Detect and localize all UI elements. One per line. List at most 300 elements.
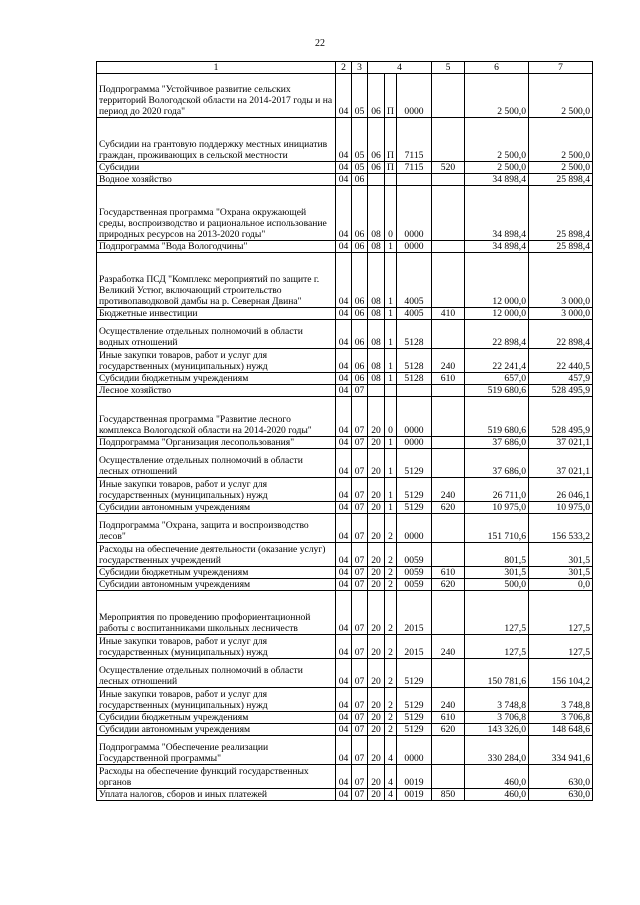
direction-code: 4005 [397,253,432,308]
subprogram-code: 4 [385,789,397,801]
table-row [97,349,593,373]
program-code: 06 [368,118,385,162]
amount-year-1: 127,5 [465,591,529,635]
row-name: Субсидии бюджетным учреждениям [97,567,336,579]
table-row [97,385,593,397]
subsection-code: 07 [352,724,368,736]
subsection-code: 07 [352,765,368,789]
amount-year-1: 26 711,0 [465,478,529,502]
direction-code: 0000 [397,241,432,253]
header-col-3: 3 [352,62,368,74]
subprogram-code: 4 [385,765,397,789]
row-name: Осуществление отдельных полномочий в области лесных отношений [97,449,336,478]
subsection-code: 07 [352,736,368,765]
row-name: Разработка ПСД "Комплекс мероприятий по защите г. Великий Устюг, включающий строительство противопаводковой дамбы на р. Северная Двина" [97,253,336,308]
section-code: 04 [336,437,352,449]
program-code: 20 [368,659,385,688]
expense-type-code [432,118,465,162]
table-row [97,320,593,349]
amount-year-1: 301,5 [465,567,529,579]
row-name: Подпрограмма "Охрана, защита и воспроизводство лесов" [97,514,336,543]
direction-code: 0019 [397,765,432,789]
amount-year-2: 528 495,9 [529,385,593,397]
section-code: 04 [336,397,352,437]
expense-type-code: 610 [432,567,465,579]
program-code: 20 [368,478,385,502]
subprogram-code: 2 [385,591,397,635]
amount-year-1: 460,0 [465,765,529,789]
subsection-code: 07 [352,397,368,437]
row-name: Мероприятия по проведению профориентационной работы с воспитанниками школьных лесничеств [97,591,336,635]
subprogram-code: 1 [385,502,397,514]
direction-code: 0059 [397,579,432,591]
direction-code: 7115 [397,118,432,162]
subprogram-code [385,385,397,397]
program-code: 20 [368,591,385,635]
subprogram-code: 4 [385,736,397,765]
program-code: 20 [368,736,385,765]
section-code: 04 [336,659,352,688]
row-name: Водное хозяйство [97,174,336,186]
amount-year-2: 25 898,4 [529,241,593,253]
amount-year-1: 519 680,6 [465,385,529,397]
subprogram-code: 1 [385,478,397,502]
section-code: 04 [336,765,352,789]
direction-code: 5129 [397,712,432,724]
subprogram-code: 1 [385,308,397,320]
row-name: Государственная программа "Развитие лесного комплекса Вологодской области на 2014-2020 годы" [97,397,336,437]
subprogram-code [385,174,397,186]
subprogram-code: 2 [385,567,397,579]
program-code: 20 [368,449,385,478]
direction-code [397,385,432,397]
table-header-row [97,62,593,74]
subsection-code: 07 [352,385,368,397]
amount-year-2: 301,5 [529,567,593,579]
expense-type-code [432,320,465,349]
expense-type-code: 410 [432,308,465,320]
table-row [97,736,593,765]
expense-type-code [432,736,465,765]
amount-year-2: 528 495,9 [529,397,593,437]
amount-year-1: 10 975,0 [465,502,529,514]
amount-year-2: 22 898,4 [529,320,593,349]
subsection-code: 07 [352,659,368,688]
subsection-code: 06 [352,373,368,385]
program-code: 20 [368,567,385,579]
section-code: 04 [336,514,352,543]
table-row [97,579,593,591]
row-name: Субсидии автономным учреждениям [97,724,336,736]
table-row [97,162,593,174]
table-row [97,514,593,543]
table-row [97,567,593,579]
amount-year-1: 519 680,6 [465,397,529,437]
program-code: 20 [368,712,385,724]
expense-type-code: 240 [432,349,465,373]
amount-year-2: 334 941,6 [529,736,593,765]
section-code: 04 [336,349,352,373]
direction-code: 0000 [397,437,432,449]
row-name: Субсидии бюджетным учреждениям [97,712,336,724]
table-row [97,478,593,502]
amount-year-1: 500,0 [465,579,529,591]
row-name: Субсидии бюджетным учреждениям [97,373,336,385]
table-row [97,591,593,635]
header-col-6: 6 [465,62,529,74]
row-name: Бюджетные инвестиции [97,308,336,320]
program-code: 20 [368,514,385,543]
row-name: Субсидии автономным учреждениям [97,579,336,591]
amount-year-2: 25 898,4 [529,174,593,186]
program-code: 08 [368,186,385,241]
table-row [97,118,593,162]
direction-code [397,174,432,186]
subprogram-code: 1 [385,349,397,373]
expense-type-code: 620 [432,724,465,736]
amount-year-1: 2 500,0 [465,74,529,118]
expense-type-code [432,74,465,118]
table-row [97,543,593,567]
amount-year-1: 127,5 [465,635,529,659]
expense-type-code: 520 [432,162,465,174]
section-code: 04 [336,118,352,162]
direction-code: 5129 [397,659,432,688]
amount-year-2: 3 000,0 [529,308,593,320]
subprogram-code: 2 [385,543,397,567]
amount-year-1: 3 748,8 [465,688,529,712]
direction-code: 2015 [397,591,432,635]
table-row [97,688,593,712]
section-code: 04 [336,449,352,478]
row-name: Государственная программа "Охрана окружающей среды, воспроизводство и рациональное использование природных ресурсов на 2013-2020 годы" [97,186,336,241]
program-code: 20 [368,502,385,514]
table-row [97,74,593,118]
section-code: 04 [336,478,352,502]
section-code: 04 [336,74,352,118]
program-code: 06 [368,162,385,174]
program-code: 08 [368,349,385,373]
direction-code: 0000 [397,74,432,118]
section-code: 04 [336,789,352,801]
program-code: 20 [368,397,385,437]
row-name: Иные закупки товаров, работ и услуг для государственных (муниципальных) нужд [97,478,336,502]
subprogram-code: 2 [385,635,397,659]
amount-year-2: 156 104,2 [529,659,593,688]
section-code: 04 [336,253,352,308]
row-name: Подпрограмма "Вода Вологодчины" [97,241,336,253]
table-row [97,502,593,514]
program-code: 20 [368,579,385,591]
subsection-code: 07 [352,437,368,449]
subsection-code: 07 [352,514,368,543]
subsection-code: 06 [352,349,368,373]
amount-year-1: 34 898,4 [465,241,529,253]
subprogram-code: 2 [385,514,397,543]
row-name: Субсидии на грантовую поддержку местных инициатив граждан, проживающих в сельской местности [97,118,336,162]
subsection-code: 06 [352,320,368,349]
amount-year-1: 34 898,4 [465,186,529,241]
direction-code: 7115 [397,162,432,174]
program-code: 20 [368,789,385,801]
table-row [97,449,593,478]
amount-year-1: 801,5 [465,543,529,567]
amount-year-1: 12 000,0 [465,253,529,308]
expense-type-code: 620 [432,502,465,514]
amount-year-2: 37 021,1 [529,437,593,449]
direction-code: 0000 [397,514,432,543]
amount-year-2: 37 021,1 [529,449,593,478]
amount-year-2: 301,5 [529,543,593,567]
expense-type-code [432,385,465,397]
subsection-code: 07 [352,712,368,724]
direction-code: 0000 [397,397,432,437]
direction-code: 0019 [397,789,432,801]
amount-year-2: 3 706,8 [529,712,593,724]
amount-year-2: 127,5 [529,591,593,635]
subprogram-code: 1 [385,373,397,385]
expense-type-code [432,449,465,478]
amount-year-1: 2 500,0 [465,162,529,174]
amount-year-2: 3 748,8 [529,688,593,712]
subsection-code: 05 [352,118,368,162]
expense-type-code: 240 [432,688,465,712]
row-name: Субсидии автономным учреждениям [97,502,336,514]
subsection-code: 07 [352,543,368,567]
amount-year-1: 151 710,6 [465,514,529,543]
amount-year-2: 22 440,5 [529,349,593,373]
amount-year-1: 150 781,6 [465,659,529,688]
subprogram-code: 1 [385,437,397,449]
subprogram-code: 0 [385,186,397,241]
header-col-4: 4 [368,62,432,74]
subprogram-code: 0 [385,397,397,437]
direction-code: 2015 [397,635,432,659]
section-code: 04 [336,579,352,591]
table-row [97,253,593,308]
table-row [97,712,593,724]
direction-code: 5129 [397,724,432,736]
direction-code: 5128 [397,320,432,349]
table-row [97,635,593,659]
subsection-code: 06 [352,186,368,241]
row-name: Подпрограмма "Устойчивое развитие сельских территорий Вологодской области на 2014-2017 годы и на период до 2020 года" [97,74,336,118]
amount-year-2: 2 500,0 [529,162,593,174]
section-code: 04 [336,308,352,320]
row-name: Расходы на обеспечение функций государственных органов [97,765,336,789]
row-name: Осуществление отдельных полномочий в области лесных отношений [97,659,336,688]
header-col-5: 5 [432,62,465,74]
subprogram-code: П [385,118,397,162]
subsection-code: 06 [352,174,368,186]
header-col-2: 2 [336,62,352,74]
program-code: 20 [368,543,385,567]
amount-year-2: 26 046,1 [529,478,593,502]
subprogram-code: П [385,74,397,118]
row-name: Лесное хозяйство [97,385,336,397]
row-name: Подпрограмма "Организация лесопользования" [97,437,336,449]
program-code: 08 [368,373,385,385]
row-name: Осуществление отдельных полномочий в области водных отношений [97,320,336,349]
program-code: 08 [368,308,385,320]
amount-year-1: 2 500,0 [465,118,529,162]
section-code: 04 [336,736,352,765]
subsection-code: 07 [352,688,368,712]
direction-code: 5129 [397,478,432,502]
amount-year-2: 148 648,6 [529,724,593,736]
row-name: Подпрограмма "Обеспечение реализации Государственной программы" [97,736,336,765]
subsection-code: 05 [352,74,368,118]
row-name: Иные закупки товаров, работ и услуг для государственных (муниципальных) нужд [97,635,336,659]
subsection-code: 07 [352,635,368,659]
amount-year-2: 630,0 [529,789,593,801]
program-code: 06 [368,74,385,118]
amount-year-2: 630,0 [529,765,593,789]
expense-type-code: 240 [432,478,465,502]
budget-table [96,61,593,801]
section-code: 04 [336,385,352,397]
subsection-code: 07 [352,579,368,591]
table-row [97,659,593,688]
section-code: 04 [336,241,352,253]
amount-year-1: 37 686,0 [465,437,529,449]
section-code: 04 [336,186,352,241]
program-code: 08 [368,241,385,253]
subsection-code: 06 [352,241,368,253]
direction-code: 0059 [397,567,432,579]
expense-type-code [432,241,465,253]
subprogram-code: П [385,162,397,174]
amount-year-1: 12 000,0 [465,308,529,320]
subsection-code: 07 [352,449,368,478]
direction-code: 0000 [397,186,432,241]
subsection-code: 05 [352,162,368,174]
table-row [97,373,593,385]
program-code: 20 [368,437,385,449]
amount-year-2: 10 975,0 [529,502,593,514]
subsection-code: 07 [352,502,368,514]
expense-type-code: 620 [432,579,465,591]
program-code: 08 [368,320,385,349]
direction-code: 5129 [397,502,432,514]
expense-type-code [432,659,465,688]
expense-type-code: 610 [432,712,465,724]
amount-year-2: 3 000,0 [529,253,593,308]
direction-code: 0059 [397,543,432,567]
amount-year-1: 657,0 [465,373,529,385]
table-row [97,724,593,736]
row-name: Уплата налогов, сборов и иных платежей [97,789,336,801]
subsection-code: 06 [352,253,368,308]
section-code: 04 [336,543,352,567]
amount-year-1: 330 284,0 [465,736,529,765]
subsection-code: 07 [352,789,368,801]
expense-type-code [432,543,465,567]
direction-code: 5128 [397,373,432,385]
program-code [368,385,385,397]
amount-year-2: 0,0 [529,579,593,591]
direction-code: 4005 [397,308,432,320]
expense-type-code: 240 [432,635,465,659]
subprogram-code: 2 [385,659,397,688]
subprogram-code: 2 [385,579,397,591]
subsection-code: 07 [352,567,368,579]
subsection-code: 06 [352,308,368,320]
amount-year-2: 2 500,0 [529,118,593,162]
section-code: 04 [336,635,352,659]
amount-year-1: 22 241,4 [465,349,529,373]
table-row [97,241,593,253]
row-name: Иные закупки товаров, работ и услуг для государственных (муниципальных) нужд [97,688,336,712]
subprogram-code: 2 [385,688,397,712]
section-code: 04 [336,502,352,514]
table-row [97,308,593,320]
expense-type-code [432,186,465,241]
section-code: 04 [336,174,352,186]
table-row [97,174,593,186]
section-code: 04 [336,712,352,724]
amount-year-2: 2 500,0 [529,74,593,118]
section-code: 04 [336,688,352,712]
program-code: 20 [368,765,385,789]
subprogram-code: 1 [385,253,397,308]
expense-type-code: 610 [432,373,465,385]
table-row [97,397,593,437]
amount-year-2: 457,9 [529,373,593,385]
section-code: 04 [336,373,352,385]
amount-year-2: 127,5 [529,635,593,659]
direction-code: 5129 [397,688,432,712]
header-col-1: 1 [97,62,336,74]
subprogram-code: 2 [385,724,397,736]
program-code: 20 [368,688,385,712]
table-row [97,437,593,449]
amount-year-1: 460,0 [465,789,529,801]
section-code: 04 [336,162,352,174]
table-row [97,765,593,789]
subsection-code: 07 [352,478,368,502]
row-name: Иные закупки товаров, работ и услуг для государственных (муниципальных) нужд [97,349,336,373]
subprogram-code: 2 [385,712,397,724]
row-name: Расходы на обеспечение деятельности (оказание услуг) государственных учреждений [97,543,336,567]
expense-type-code [432,397,465,437]
program-code: 20 [368,635,385,659]
header-col-7: 7 [529,62,593,74]
expense-type-code [432,174,465,186]
direction-code: 0000 [397,736,432,765]
subprogram-code: 1 [385,449,397,478]
subsection-code: 07 [352,591,368,635]
amount-year-1: 143 326,0 [465,724,529,736]
program-code: 08 [368,253,385,308]
amount-year-2: 25 898,4 [529,186,593,241]
expense-type-code [432,765,465,789]
expense-type-code [432,253,465,308]
expense-type-code [432,437,465,449]
subprogram-code: 1 [385,320,397,349]
section-code: 04 [336,591,352,635]
amount-year-2: 156 533,2 [529,514,593,543]
amount-year-1: 3 706,8 [465,712,529,724]
expense-type-code: 850 [432,789,465,801]
row-name: Субсидии [97,162,336,174]
section-code: 04 [336,724,352,736]
table-row [97,789,593,801]
direction-code: 5128 [397,349,432,373]
subprogram-code: 1 [385,241,397,253]
expense-type-code [432,591,465,635]
amount-year-1: 34 898,4 [465,174,529,186]
